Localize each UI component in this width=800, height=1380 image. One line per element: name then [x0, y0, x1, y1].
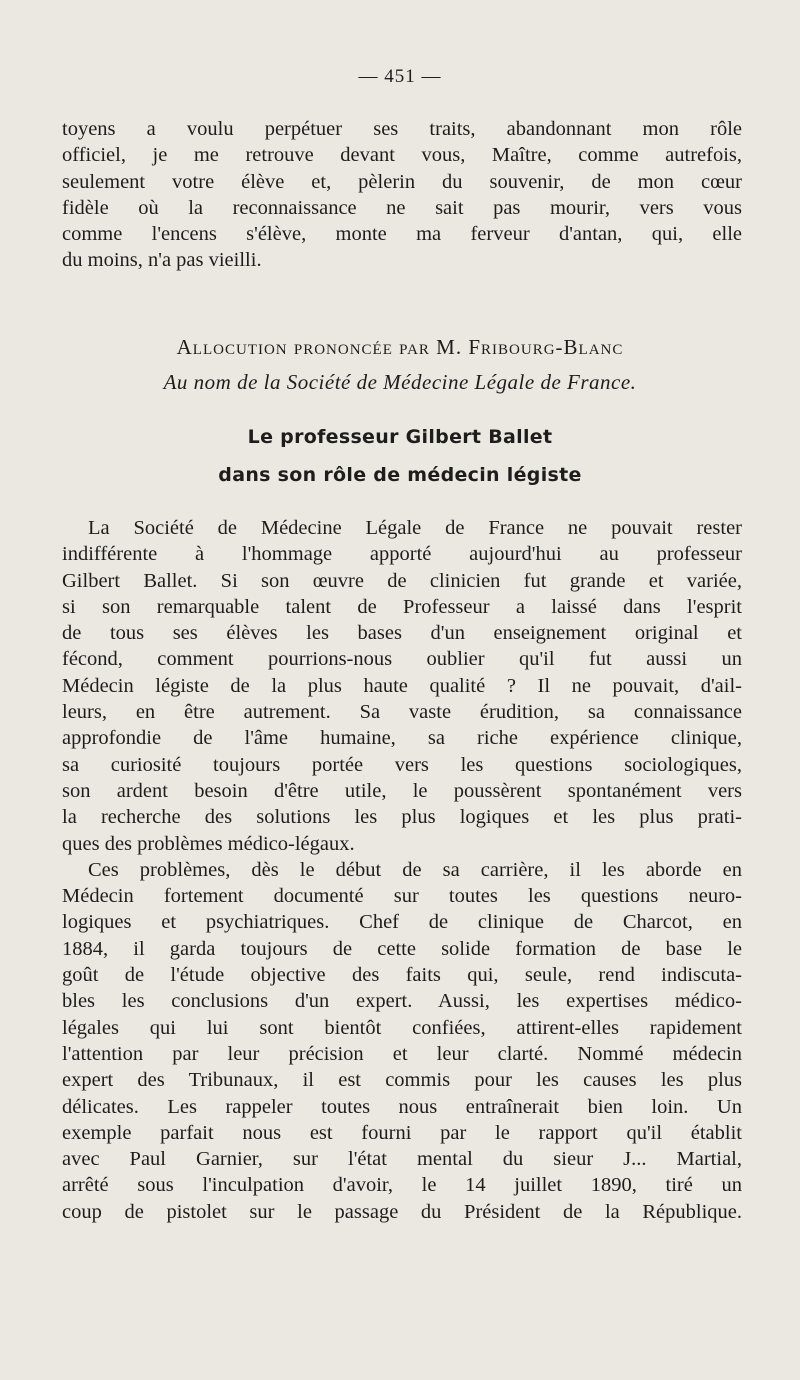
text-line: comme l'encens s'élève, monte ma ferveur d'antan, qui, elle — [62, 223, 742, 246]
text-line: officiel, je me retrouve devant vous, Maître, comme autrefois, — [62, 144, 742, 167]
text-line: fidèle où la reconnaissance ne sait pas mourir, vers vous — [62, 196, 742, 219]
text-line: La Société de Médecine Légale de France ne pouvait rester — [88, 517, 742, 539]
text-line: goût de l'étude objective des faits qui, seule, rend indiscuta- — [62, 964, 742, 987]
text-line: exemple parfait nous est fourni par le rapport qu'il établit — [62, 1121, 742, 1144]
intro-paragraph — [62, 116, 742, 274]
text-line: arrêté sous l'inculpation d'avoir, le 14 juillet 1890, tiré un — [62, 1174, 742, 1197]
text-line: Médecin légiste de la plus haute qualité ? Il ne pouvait, d'ail- — [62, 674, 742, 697]
text-line: sa curiosité toujours portée vers les questions sociologiques, — [62, 753, 742, 776]
text-line: légales qui lui sont bientôt confiées, attirent-elles rapidement — [62, 1016, 742, 1039]
text-line: Ces problèmes, dès le début de sa carrière, il les aborde en — [88, 858, 742, 881]
allocution-subtitle: Au nom de la Société de Médecine Légale de France. — [163, 370, 637, 394]
text-line: fécond, comment pourrions-nous oublier qu'il fut aussi un — [62, 648, 742, 671]
text-line: 1884, il garda toujours de cette solide formation de base le — [62, 937, 742, 960]
text-line: seulement votre élève et, pèlerin du souvenir, de mon cœur — [62, 170, 742, 193]
text-line: logiques et psychiatriques. Chef de clinique de Charcot, en — [62, 911, 742, 934]
text-line: de tous ses élèves les bases d'un enseignement original et — [62, 622, 742, 645]
text-line: si son remarquable talent de Professeur a laissé dans l'esprit — [62, 595, 742, 618]
section-heading-line-1: Le professeur Gilbert Ballet — [247, 426, 553, 448]
text-line: coup de pistolet sur le passage du Président de la République. — [62, 1200, 742, 1223]
text-line: leurs, en être autrement. Sa vaste érudition, sa connaissance — [62, 701, 742, 724]
page-number: — 451 — — [358, 66, 442, 87]
text-line: avec Paul Garnier, sur l'état mental du sieur J... Martial, — [62, 1148, 742, 1171]
text-line: approfondie de l'âme humaine, sa riche expérience clinique, — [62, 727, 742, 750]
text-line: toyens a voulu perpétuer ses traits, abandonnant mon rôle — [62, 118, 742, 140]
text-line: indifférente à l'hommage apporté aujourd'hui au professeur — [62, 543, 742, 566]
text-line: bles les conclusions d'un expert. Aussi, les expertises médico- — [62, 990, 742, 1013]
text-line: délicates. Les rappeler toutes nous entraînerait bien loin. Un — [62, 1095, 742, 1118]
text-line: l'attention par leur précision et leur clarté. Nommé médecin — [62, 1042, 742, 1065]
text-line: Gilbert Ballet. Si son œuvre de clinicien fut grande et variée, — [62, 569, 742, 592]
text-line: Médecin fortement documenté sur toutes les questions neuro- — [62, 885, 742, 908]
text-line: son ardent besoin d'être utile, le poussèrent spontanément vers — [62, 779, 742, 802]
text-line: la recherche des solutions les plus logiques et les plus prati- — [62, 806, 742, 829]
text-line: expert des Tribunaux, il est commis pour les causes les plus — [62, 1069, 742, 1092]
section-heading-line-2: dans son rôle de médecin légiste — [218, 464, 582, 486]
text-line: ques des problèmes médico-légaux. — [62, 832, 355, 855]
main-paragraph — [62, 515, 742, 1225]
text-line: du moins, n'a pas vieilli. — [62, 249, 262, 272]
allocution-title: Allocution prononcée par M. Fribourg-Blanc — [176, 335, 624, 359]
